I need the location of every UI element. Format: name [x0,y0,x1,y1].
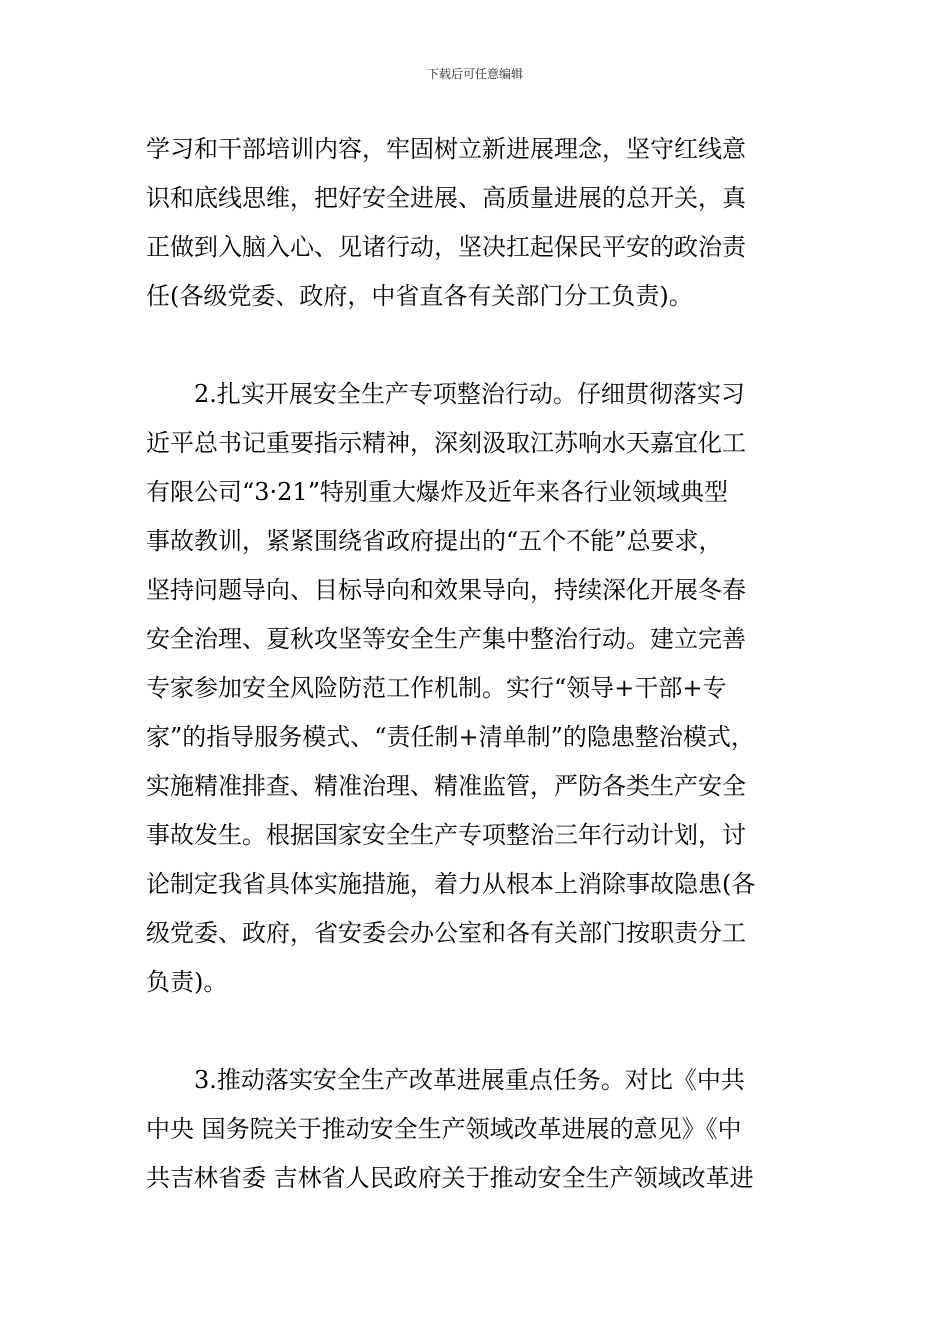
text-line: 家”的指导服务模式、“责任制+清单制”的隐患整治模式， [146,723,755,751]
text-line: 实施精准排查、精准治理、精准监管，严防各类生产安全 [146,772,746,800]
paragraph-2 [146,370,826,1007]
paragraph-1 [146,125,826,321]
text-line: 学习和干部培训内容，牢固树立新进展理念，坚守红线意 [146,135,746,163]
page-header: 下载后可任意编辑 [426,67,523,81]
text-line: 2.扎实开展安全生产专项整治行动。仔细贯彻落实习 [146,380,745,408]
text-line: 识和底线思维，把好安全进展、高质量进展的总开关，真 [146,184,746,212]
text-line: 事故发生。根据国家安全生产专项整治三年行动计划，讨 [146,821,746,849]
text-line: 坚持问题导向、目标导向和效果导向，持续深化开展冬春 [146,576,746,604]
text-line: 近平总书记重要指示精神，深刻汲取江苏响水天嘉宜化工 [146,429,746,457]
text-line: 负责)。 [146,968,228,996]
text-line: 任(各级党委、政府，中省直各有关部门分工负责)。 [146,282,693,310]
text-line: 安全治理、夏秋攻坚等安全生产集中整治行动。建立完善 [146,625,746,653]
text-line: 正做到入脑入心、见诸行动，坚决扛起保民平安的政治责 [146,233,746,261]
document-body [146,125,826,1203]
text-line: 3.推动落实安全生产改革进展重点任务。对比《中共 [146,1066,745,1094]
text-line: 级党委、政府，省安委会办公室和各有关部门按职责分工 [146,919,746,947]
paragraph-3 [146,1056,826,1203]
text-line: 专家参加安全风险防范工作机制。实行“领导+干部+专 [146,674,727,702]
text-line: 有限公司“3·21”特别重大爆炸及近年来各行业领域典型 [146,478,728,506]
text-line: 事故教训，紧紧围绕省政府提出的“五个不能”总要求， [146,527,723,555]
text-line: 论制定我省具体实施措施，着力从根本上消除事故隐患(各 [146,870,756,898]
text-line: 中央 国务院关于推动安全生产领域改革进展的意见》《中 [146,1115,742,1143]
paragraph-gap [146,1007,826,1056]
text-line: 共吉林省委 吉林省人民政府关于推动安全生产领域改革进 [146,1164,754,1192]
paragraph-gap [146,321,826,370]
